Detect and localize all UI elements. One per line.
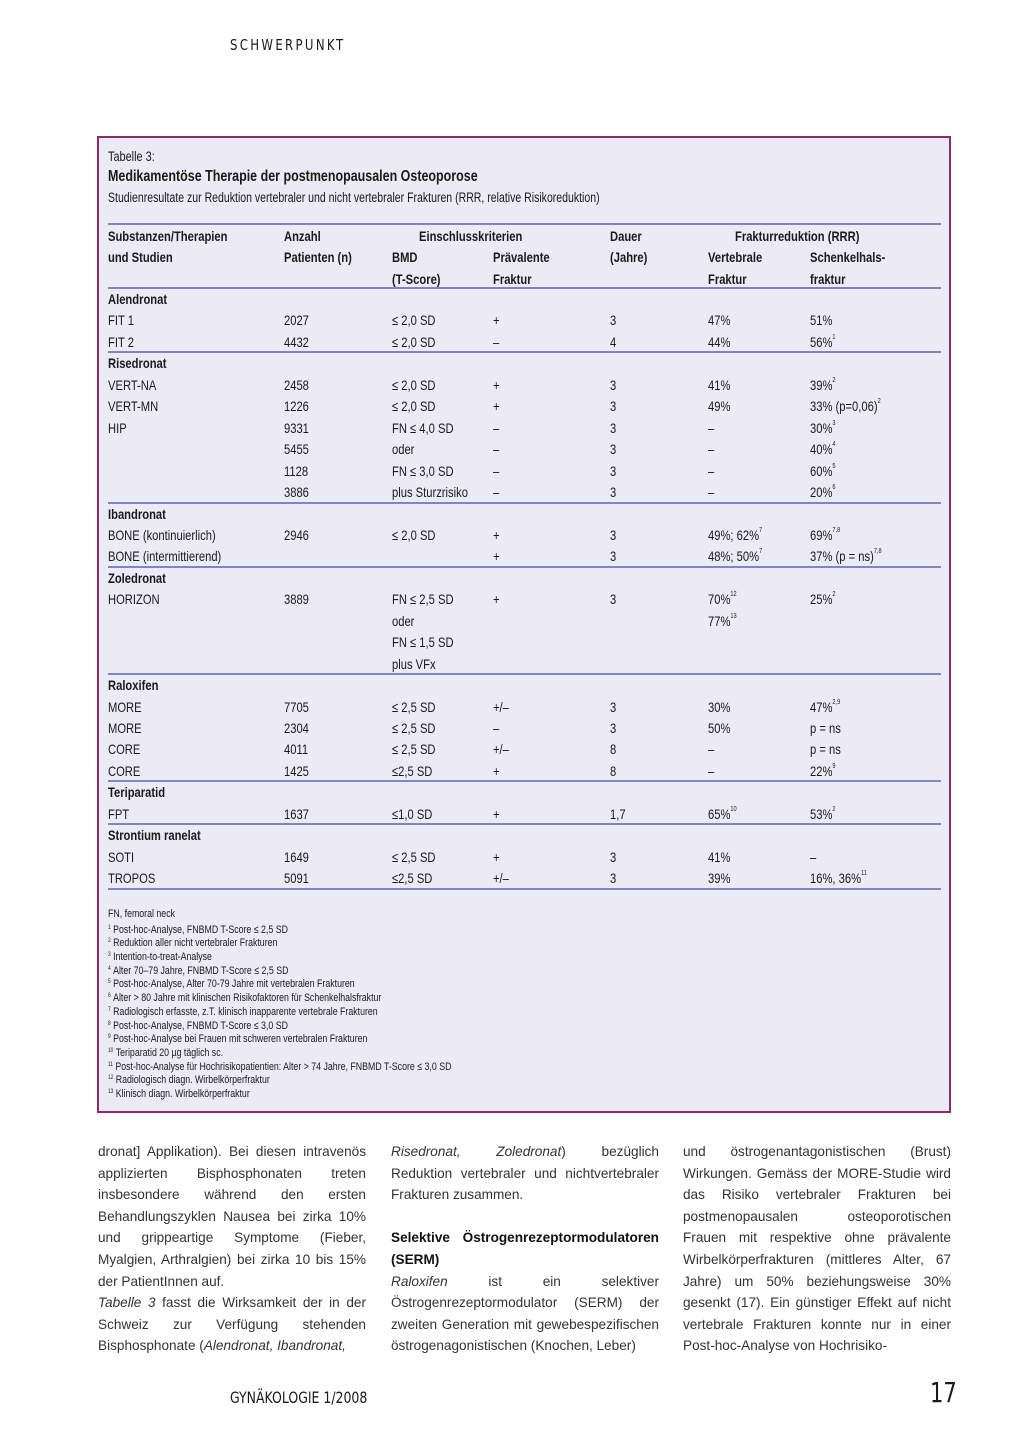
page-number: 17: [930, 1376, 957, 1409]
cell-patients: 3886: [284, 484, 309, 501]
cell-vertebral: –: [708, 762, 715, 779]
cell-dauer: 8: [610, 762, 617, 779]
footnote-number: 5: [108, 979, 111, 986]
cell-dauer: 3: [610, 526, 617, 543]
table-box: [97, 136, 951, 1113]
cell-schenkelhals: 60%$^5$: [810, 462, 836, 479]
cell-schenkelhals: 22%$^9$: [810, 762, 836, 779]
header-praevalente: Prävalente: [493, 249, 550, 265]
footnote-ref: 1: [832, 333, 836, 341]
cell-bmd: ≤ 2,0 SD: [392, 312, 436, 329]
paragraph: [98, 1292, 366, 1357]
cell-fraktur: +: [493, 805, 500, 822]
footnote-ref: 2: [832, 591, 836, 599]
cell-schenkelhals: 51%: [810, 312, 833, 329]
cell-study: BONE (intermittierend): [108, 548, 222, 565]
cell-study: TROPOS: [108, 870, 156, 887]
table-top-rule: [108, 223, 941, 225]
cell-fraktur: –: [493, 333, 500, 350]
cell-dauer: 3: [610, 698, 617, 715]
header-anzahl: Anzahl: [284, 228, 321, 244]
cell-vertebral: 47%: [708, 312, 731, 329]
group-divider: [108, 780, 941, 782]
footnote-ref: 4: [832, 441, 836, 449]
header-jahre: (Jahre): [610, 249, 648, 265]
cell-dauer: 3: [610, 441, 617, 458]
cell-fraktur: –: [493, 419, 500, 436]
cell-dauer: 3: [610, 848, 617, 865]
cell-vertebral: 65%$^{10}$: [708, 805, 737, 822]
cell-schenkelhals: 53%$^2$: [810, 805, 836, 822]
cell-patients: 1128: [284, 462, 309, 479]
cell-fraktur: –: [493, 484, 500, 501]
table-label: Tabelle 3:: [108, 148, 155, 164]
header-frakturreduktion: Frakturreduktion (RRR): [735, 228, 860, 244]
group-divider: [108, 673, 941, 675]
footnote-number: 6: [108, 993, 111, 1000]
footnote-ref: 7,8: [873, 548, 882, 556]
header-substanzen: Substanzen/Therapien: [108, 228, 228, 244]
cell-patients: 1649: [284, 848, 309, 865]
text-column-right: [683, 1141, 951, 1357]
cell-patients: 1637: [284, 805, 309, 822]
footnote: $^7$ Radiologisch erfasste, z.T. klinisch inapparente vertebrale Frakturen: [108, 1005, 378, 1018]
cell-bmd: ≤ 2,5 SD: [392, 698, 436, 715]
cell-fraktur: +/–: [493, 741, 509, 758]
footnote-number: 13: [108, 1088, 114, 1095]
cell-schenkelhals: 69%$^{7,8}$: [810, 526, 841, 543]
cell-patients: 2304: [284, 720, 309, 736]
header-tscore: (T-Score): [392, 271, 441, 287]
cell-study: FPT: [108, 805, 130, 822]
cell-vertebral: –: [708, 441, 715, 458]
header-fraktur: Fraktur: [493, 271, 532, 287]
cell-dauer: 3: [610, 720, 617, 736]
group-heading: Alendronat: [108, 291, 168, 307]
cell-fraktur: +: [493, 312, 500, 329]
footnote-ref: 10: [730, 805, 737, 813]
footnote-ref: 9: [832, 762, 836, 770]
group-heading: Teriparatid: [108, 784, 166, 801]
cell-fraktur: +: [493, 398, 500, 415]
footnote: $^{13}$ Klinisch diagn. Wirbelkörperfraktur: [108, 1087, 250, 1100]
cell-dauer: 3: [610, 870, 617, 887]
cell-schenkelhals: 30%$^3$: [810, 419, 836, 436]
footnote-ref: 7,8: [832, 526, 841, 534]
group-divider: [108, 351, 941, 353]
cell-bmd: ≤ 2,5 SD: [392, 848, 436, 865]
footnote: $^6$ Alter > 80 Jahre mit klinischen Risikofaktoren für Schenkelhalsfraktur: [108, 992, 382, 1005]
paragraph: dronat] Applikation). Bei diesen intravenös applizierten Bisphosphonaten treten insbesondere während den ersten Behandlungszyklen Nausea bei zirka 10% und grippeartige Symptome (Fieber, Myalgien, Arthralgien) bei zirka 10 bis 15% der PatientInnen auf.: [98, 1144, 366, 1289]
cell-vertebral: 49%: [708, 398, 731, 415]
header-schenkelhalsfraktur: fraktur: [810, 271, 846, 287]
cell-vertebral: 41%: [708, 376, 731, 393]
cell-schenkelhals: 16%, 36%$^{11}$: [810, 870, 867, 887]
cell-fraktur: +: [493, 591, 500, 608]
footnote-ref: 2: [832, 805, 836, 813]
cell-bmd: oder: [392, 612, 415, 629]
cell-patients: 1425: [284, 762, 309, 779]
header-schenkelhals: Schenkelhals-: [810, 249, 886, 265]
header-bmd: BMD: [392, 249, 418, 265]
cell-bmd: ≤ 2,5 SD: [392, 741, 436, 758]
footnote-number: 11: [108, 1061, 113, 1068]
cell-bmd: ≤ 2,0 SD: [392, 376, 436, 393]
cell-vertebral: 50%: [708, 720, 731, 736]
paragraph: und östrogenantagonistischen (Brust) Wirkungen. Gemäss der MORE-Studie wird das Risiko vertebraler Frakturen bei postmenopausalen osteoporotischen Frauen mit respektive ohne prävalente Wirbelkörperfrakturen (mittleres Alter, 67 Jahre) um 50% beziehungsweise 30% gesenkt (17). Ein günstiger Effekt auf nicht vertebrale Frakturen konnte nur in einer Post-hoc-Analyse von Hochrisiko-: [683, 1144, 951, 1354]
cell-schenkelhals: 47%$^{2,9}$: [810, 698, 841, 715]
cell-bmd: plus Sturzrisiko: [392, 484, 468, 501]
footnote: $^1$ Post-hoc-Analyse, FNBMD T-Score ≤ 2,5 SD: [108, 923, 288, 936]
cell-study: HORIZON: [108, 591, 160, 608]
cell-patients: 2946: [284, 526, 309, 543]
footnote: $^8$ Post-hoc-Analyse, FNBMD T-Score ≤ 3,0 SD: [108, 1019, 288, 1032]
footnote-ref: 2,9: [832, 698, 841, 706]
group-heading: Risedronat: [108, 355, 167, 372]
emphasis: Risedronat, Zoledronat: [391, 1144, 562, 1159]
cell-dauer: 3: [610, 591, 617, 608]
cell-schenkelhals: 20%$^6$: [810, 484, 836, 501]
cell-vertebral: –: [708, 462, 715, 479]
cell-fraktur: +: [493, 762, 500, 779]
footnote: FN, femoral neck: [108, 908, 175, 920]
cell-patients: 4432: [284, 333, 309, 350]
cell-schenkelhals: p = ns: [810, 720, 841, 736]
cell-dauer: 4: [610, 333, 617, 350]
text-span: fasst die Wirksamkeit der in der Schweiz zur Verfügung stehenden Bisphosphonate (: [98, 1295, 366, 1354]
cell-patients: 2027: [284, 312, 309, 329]
cell-vertebral: –: [708, 484, 715, 501]
cell-fraktur: +: [493, 848, 500, 865]
cell-dauer: 3: [610, 312, 617, 329]
group-divider: [108, 502, 941, 504]
footnote-number: 9: [108, 1034, 111, 1041]
cell-vertebral: 77%$^{13}$: [708, 612, 737, 629]
cell-study: VERT-MN: [108, 398, 159, 415]
table-subtitle: Studienresultate zur Reduktion vertebraler und nicht vertebraler Frakturen (RRR, relative Risikoreduktion): [108, 190, 600, 205]
header-studien: und Studien: [108, 249, 173, 265]
footnote-ref: 5: [832, 462, 836, 470]
header-vertebrale-fraktur: Fraktur: [708, 271, 747, 287]
cell-schenkelhals: 39%$^2$: [810, 376, 836, 393]
paragraph: [391, 1271, 659, 1357]
footnote-ref: 11: [861, 870, 867, 878]
footnote: $^3$ Intention-to-treat-Analyse: [108, 951, 212, 964]
emphasis: Tabelle 3: [98, 1295, 156, 1311]
group-divider: [108, 888, 941, 890]
cell-study: CORE: [108, 741, 141, 758]
cell-dauer: 3: [610, 398, 617, 415]
footnote: $^{12}$ Radiologisch diagn. Wirbelkörperfraktur: [108, 1074, 270, 1087]
cell-study: SOTI: [108, 848, 135, 865]
cell-patients: 1226: [284, 398, 309, 415]
cell-vertebral: 41%: [708, 848, 731, 865]
cell-bmd: FN ≤ 4,0 SD: [392, 419, 454, 436]
cell-bmd: ≤ 2,5 SD: [392, 720, 436, 736]
group-divider: [108, 823, 941, 825]
cell-bmd: ≤1,0 SD: [392, 805, 433, 822]
footer-journal: GYNÄKOLOGIE 1/2008: [230, 1388, 368, 1407]
cell-vertebral: 48%; 50%$^7$: [708, 548, 763, 565]
cell-patients: 3889: [284, 591, 309, 608]
table-header-rule: [108, 287, 941, 289]
cell-vertebral: –: [708, 741, 715, 758]
emphasis: Alendronat, Ibandronat,: [203, 1338, 346, 1354]
group-divider: [108, 566, 941, 568]
paragraph: [391, 1141, 659, 1206]
cell-fraktur: +/–: [493, 870, 509, 887]
cell-study: HIP: [108, 419, 127, 436]
cell-study: FIT 2: [108, 333, 134, 350]
cell-study: MORE: [108, 720, 142, 736]
footnote: $^2$ Reduktion aller nicht vertebraler Frakturen: [108, 937, 278, 950]
cell-vertebral: –: [708, 419, 715, 436]
table-title: Medikamentöse Therapie der postmenopausalen Osteoporose: [108, 168, 478, 185]
cell-bmd: FN ≤ 1,5 SD: [392, 634, 454, 651]
cell-patients: 7705: [284, 698, 309, 715]
cell-schenkelhals: –: [810, 848, 817, 865]
cell-dauer: 3: [610, 419, 617, 436]
cell-study: BONE (kontinuierlich): [108, 526, 216, 543]
cell-vertebral: 44%: [708, 333, 731, 350]
cell-dauer: 3: [610, 484, 617, 501]
footnote: $^5$ Post-hoc-Analyse, Alter 70-79 Jahre mit vertebralen Frakturen: [108, 978, 355, 991]
cell-study: MORE: [108, 698, 142, 715]
footnote-number: 8: [108, 1020, 111, 1027]
cell-bmd: plus VFx: [392, 655, 436, 672]
group-heading: Zoledronat: [108, 569, 166, 586]
footnote: $^{11}$ Post-hoc-Analyse für Hochrisikopatientien: Alter > 74 Jahre, FNBMD T-Score ≤ 3,0 SD: [108, 1060, 452, 1073]
cell-study: VERT-NA: [108, 376, 157, 393]
table-footnotes: [108, 908, 537, 1100]
cell-patients: 5455: [284, 441, 309, 458]
text-span: ist ein selektiver Östrogenrezeptormodulator (SERM) der zweiten Generation mit gewebespezifischen östrogenagonistischen (Knochen, Leber): [391, 1273, 659, 1354]
cell-fraktur: –: [493, 720, 500, 736]
cell-bmd: ≤ 2,0 SD: [392, 398, 436, 415]
cell-dauer: 3: [610, 548, 617, 565]
cell-patients: 2458: [284, 376, 309, 393]
cell-schenkelhals: 40%$^4$: [810, 441, 836, 458]
footnote-number: 1: [108, 924, 111, 931]
cell-dauer: 8: [610, 741, 617, 758]
header-patienten: Patienten (n): [284, 249, 352, 265]
footnote: $^4$ Alter 70–79 Jahre, FNBMD T-Score ≤ 2,5 SD: [108, 964, 289, 977]
footnote-number: 10: [108, 1047, 114, 1054]
cell-bmd: ≤ 2,0 SD: [392, 526, 436, 543]
emphasis: Raloxifen: [391, 1273, 448, 1289]
cell-vertebral: 30%: [708, 698, 731, 715]
footnote: $^9$ Post-hoc-Analyse bei Frauen mit schweren vertebralen Frakturen: [108, 1033, 368, 1046]
cell-schenkelhals: 37% (p = ns)$^{7,8}$: [810, 548, 882, 565]
footnote-ref: 12: [730, 591, 737, 599]
cell-fraktur: +: [493, 376, 500, 393]
text-column-left: [98, 1141, 366, 1357]
cell-dauer: 3: [610, 376, 617, 393]
cell-bmd: ≤ 2,0 SD: [392, 333, 436, 350]
footnote-number: 7: [108, 1006, 111, 1013]
footnote-number: 2: [108, 938, 111, 945]
header-einschlusskriterien: Einschlusskriterien: [419, 228, 523, 244]
cell-bmd: ≤2,5 SD: [392, 870, 433, 887]
cell-bmd: FN ≤ 3,0 SD: [392, 462, 454, 479]
footnote-ref: 3: [832, 419, 836, 427]
cell-dauer: 1,7: [610, 805, 626, 822]
footnote-ref: 6: [832, 484, 836, 492]
group-heading: Strontium ranelat: [108, 827, 201, 844]
cell-schenkelhals: p = ns: [810, 741, 841, 758]
cell-patients: 9331: [284, 419, 309, 436]
cell-fraktur: –: [493, 441, 500, 458]
cell-study: FIT 1: [108, 312, 134, 329]
footnote-ref: 7: [759, 548, 763, 556]
footnote: $^{10}$ Teriparatid 20 µg täglich sc.: [108, 1046, 224, 1059]
cell-schenkelhals: 56%$^1$: [810, 333, 836, 350]
cell-bmd: oder: [392, 441, 415, 458]
text-span: ) bezüglich Reduktion vertebraler und nichtvertebraler Frakturen zusammen.: [391, 1144, 659, 1203]
footnote-number: 4: [108, 965, 111, 972]
cell-fraktur: +: [493, 526, 500, 543]
cell-fraktur: +: [493, 548, 500, 565]
cell-fraktur: +/–: [493, 698, 509, 715]
cell-dauer: 3: [610, 462, 617, 479]
cell-study: CORE: [108, 762, 141, 779]
cell-fraktur: –: [493, 462, 500, 479]
section-heading: Selektive Östrogenrezeptormodulatoren (SERM): [391, 1230, 659, 1267]
text-column-middle: [391, 1141, 659, 1357]
footnote-ref: 7: [759, 526, 763, 534]
cell-schenkelhals: 33% (p=0,06)$^2$: [810, 398, 881, 415]
header-vertebrale: Vertebrale: [708, 249, 763, 265]
footnote-number: 3: [108, 952, 111, 959]
footnote-ref: 2: [832, 376, 836, 384]
footnote-ref: 2: [877, 398, 881, 406]
cell-schenkelhals: 25%$^2$: [810, 591, 836, 608]
cell-vertebral: 49%; 62%$^7$: [708, 526, 763, 543]
cell-vertebral: 39%: [708, 870, 731, 887]
group-heading: Ibandronat: [108, 505, 166, 522]
cell-bmd: ≤2,5 SD: [392, 762, 433, 779]
cell-vertebral: 70%$^{12}$: [708, 591, 737, 608]
footnote-number: 12: [108, 1075, 114, 1082]
footnote-ref: 13: [730, 612, 737, 620]
group-heading: Raloxifen: [108, 677, 159, 694]
cell-patients: 5091: [284, 870, 309, 887]
section-header: SCHWERPUNKT: [230, 36, 346, 54]
cell-patients: 4011: [284, 741, 309, 758]
cell-bmd: FN ≤ 2,5 SD: [392, 591, 454, 608]
header-dauer: Dauer: [610, 228, 642, 244]
